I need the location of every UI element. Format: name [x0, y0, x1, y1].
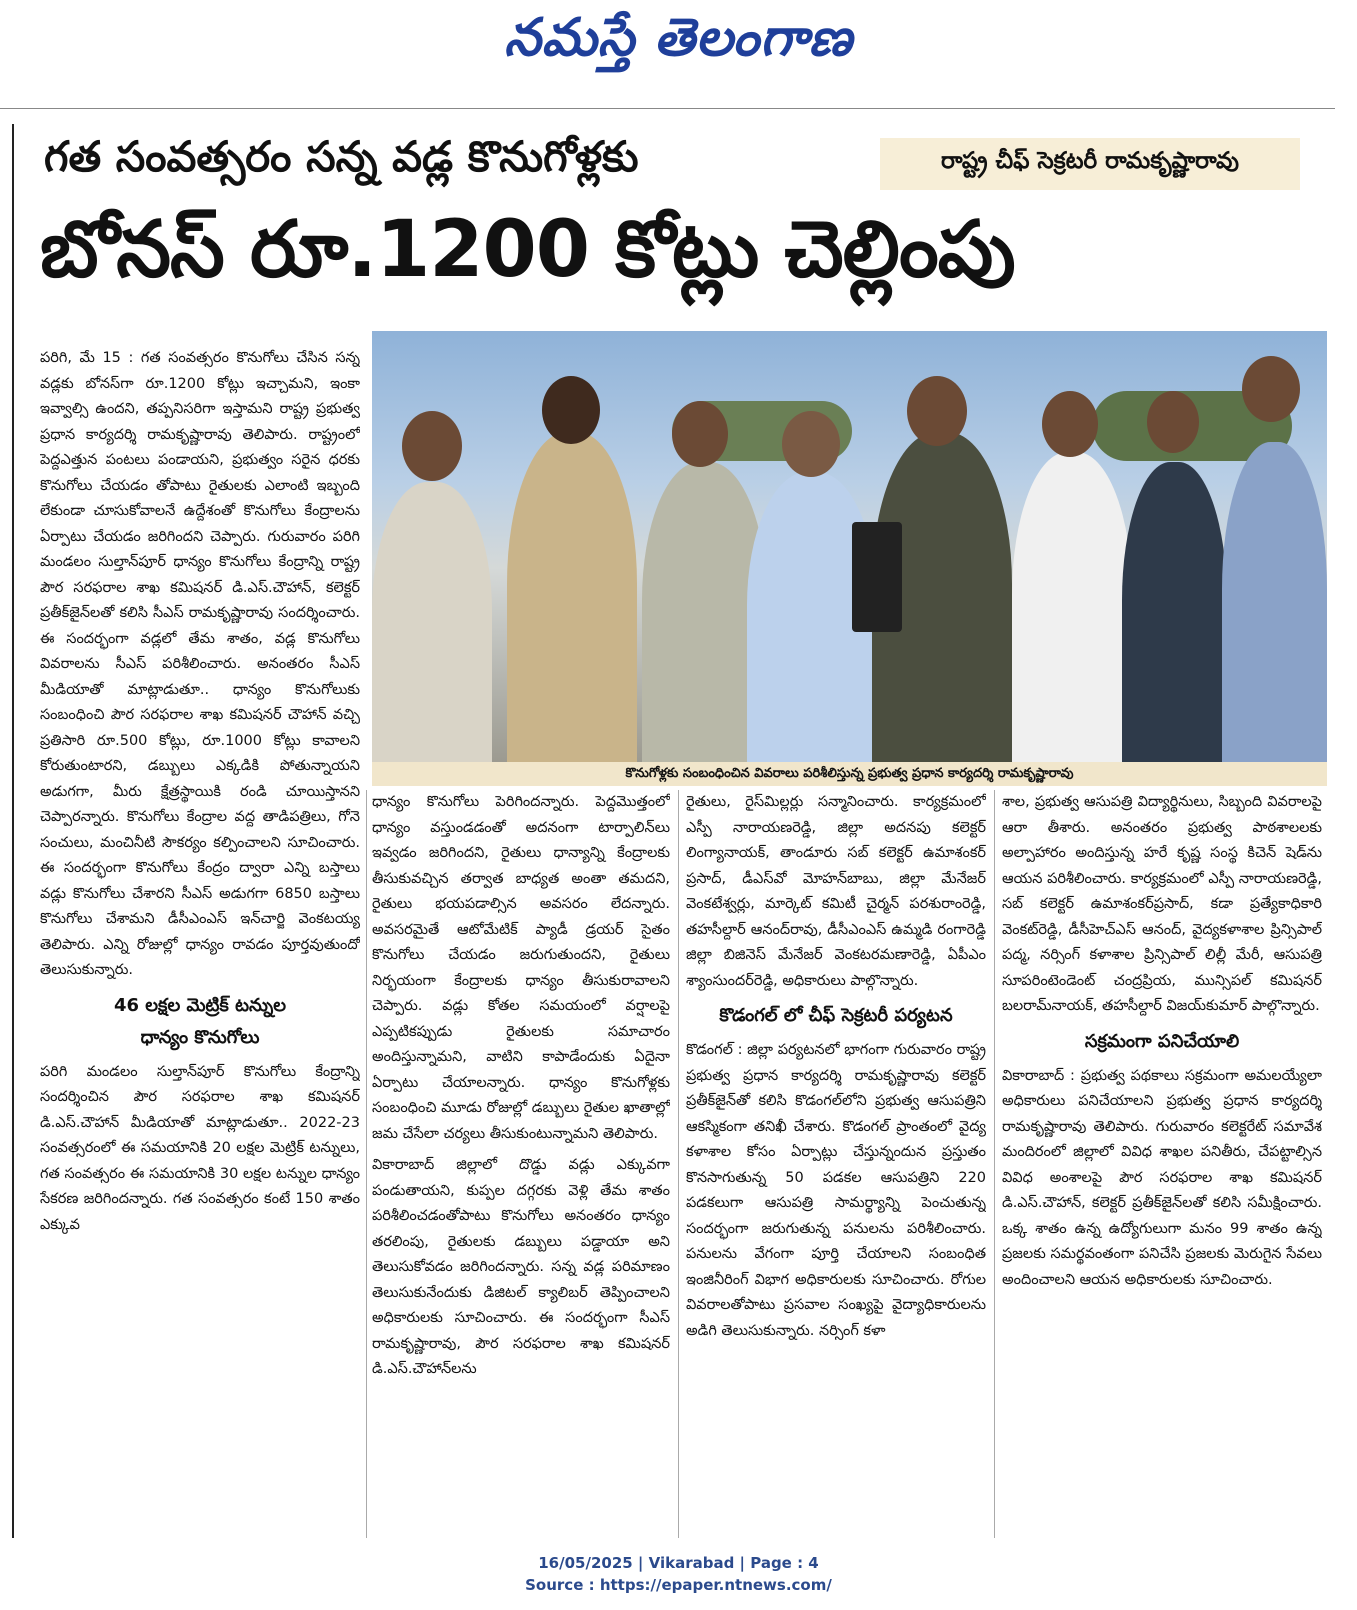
masthead	[0, 8, 1357, 81]
column-4-paragraph: శాల, ప్రభుత్వ ఆసుపత్రి విద్యార్థినులు, సిబ్బంది వివరాలపై ఆరా తీశారు. అనంతరం ప్రభుత్వ పాఠశాలలకు అల్పాహారం అందిస్తున్న హరే కృష్ణ సంస్థ కిచెన్ షెడ్‌ను ఆయన పరిశీలించారు. కార్యక్రమంలో ఎస్పీ నారాయణరెడ్డి, సబ్ కలెక్టర్ ఉమాశంకర్‌ప్రసాద్, కడా ప్రత్యేకాధికారి వెంకట్‌రెడ్డి, డీసీహెచ్‌ఎస్ ఆనంద్, వైద్యకళాశాల ప్రిన్సిపాల్ పద్మ, నర్సింగ్ కళాశాల ప్రిన్సిపాల్ లిల్లీ మేరీ, ఆసుపత్రి సూపరింటెండెంట్ చంద్రప్రియ, మున్సిపల్ కమిషనర్ బలరామ్‌నాయక్, తహసీల్దార్ విజయ్‌కుమార్ పాల్గొన్నారు.	[1002, 794, 1322, 1014]
newspaper-name: నమస్తే తెలంగాణ	[504, 8, 853, 68]
subhead-kodangal: కొడంగల్ లో చీఫ్ సెక్రటరీ పర్యటన	[719, 1005, 953, 1026]
article-kicker: గత సంవత్సరం సన్న వడ్ల కొనుగోళ్లకు	[44, 132, 639, 181]
column-4-paragraph-b: వికారాబాద్ : ప్రభుత్వ పథకాలు సక్రమంగా అమలయ్యేలా అధికారులు పనిచేయాలని ప్రభుత్వ ప్రధాన కార్యదర్శి రామకృష్ణారావు తెలిపారు. గురువారం కలెక్టరేట్ సమావేశ మందిరంలో జిల్లాలో వివిధ శాఖల పనితీరు, చేపట్టాల్సిన వివిధ అంశాలపై పౌర సరఫరాల శాఖ కమిషనర్ డి.ఎస్.చౌహాన్, కలెక్టర్ ప్రతీక్‌జైన్‌లతో కలిసి సమీక్షించారు. ఒక్క శాతం ఉన్న ఉద్యోగులుగా మనం 99 శాతం ఉన్న ప్రజలకు సమర్థవంతంగా పనిచేసి ప్రజలకు మెరుగైన సేవలు అందించాలని ఆయన అధికారులకు సూచించారు.	[1002, 1067, 1322, 1288]
subhead-line-1: 46 లక్షల మెట్రిక్ టన్నుల	[113, 994, 287, 1016]
footer-date-edition: 16/05/2025 | Vikarabad | Page : 4	[538, 1554, 819, 1572]
column-divider	[678, 790, 679, 1538]
column-1-paragraph-b: పరిగి మండలం సుల్తాన్‌పూర్ కొనుగోలు కేంద్రాన్ని సందర్శించిన పౌర సరఫరాల శాఖ కమిషనర్ డి.ఎస్.చౌహాన్ మీడియాతో మాట్లాడుతూ.. 2022-23 సంవత్సరంలో ఈ సమయానికి 20 లక్షల మెట్రిక్ టన్నులు, గత సంవత్సరం ఈ సమయానికి 30 లక్షల టన్నుల ధాన్యం సేకరణ జరిగిందన్నారు. గత సంవత్సరం కంటే 150 శాతం ఎక్కువ	[40, 1063, 360, 1233]
page-footer	[0, 1552, 1357, 1596]
column-2-paragraph-b: వికారాబాద్ జిల్లాలో దొడ్డు వడ్లు ఎక్కువగా పండుతాయని, కుప్పల దగ్గరకు వెళ్లి తేమ శాతం పరిశీలించడంతోపాటు కొనుగోలు అనంతరం ధాన్యం తరలింపు, రైతులకు డబ్బులు పడ్డాయా అని తెలుసుకోవడం జరిగిందన్నారు. సన్న వడ్ల పరిమాణం తెలుసుకునేందుకు డిజిటల్ క్యాలిబర్ తెప్పించాలని అధికారులకు సూచించారు. ఈ సందర్భంగా సీఎస్ రామకృష్ణారావు, పౌర సరఫరాల శాఖ కమిషనర్ డి.ఎస్.చౌహాన్‌లను	[372, 1157, 670, 1377]
column-3-paragraph-b: కొడంగల్ : జిల్లా పర్యటనలో భాగంగా గురువారం రాష్ట్ర ప్రభుత్వ ప్రధాన కార్యదర్శి రామకృష్ణారావు కలెక్టర్ ప్రతీక్‌జైన్‌తో కలిసి కొడంగల్‌లోని ప్రభుత్వ ఆసుపత్రిని ఆకస్మికంగా తనిఖీ చేశారు. కొడంగల్ ప్రాంతంలో వైద్య కళాశాల కోసం ఏర్పాట్లు చేస్తున్నందున ప్రస్తుతం కొనసాగుతున్న 50 పడకల ఆసుపత్రిని 220 పడకలుగా ఆసుపత్రి సామర్థ్యాన్ని పెంచుతున్న సందర్భంగా జరుగుతున్న పనులను పరిశీలించారు. పనులను వేగంగా పూర్తి చేయాలని సంబంధిత ఇంజినీరింగ్ విభాగ అధికారులకు సూచించారు. రోగుల వివరాలతోపాటు ప్రసవాల సంఖ్యపై వైద్యాధికారులను అడిగి తెలుసుకున్నారు. నర్సింగ్ కళా	[686, 1042, 986, 1339]
column-2-paragraph: ధాన్యం కొనుగోలు పెరిగిందన్నారు. పెద్దమొత్తంలో ధాన్యం వస్తుండడంతో అదనంగా టార్పాలిన్‌లు ఇవ్వడం జరిగిందని, రైతులు ధాన్యాన్ని కేంద్రాలకు తీసుకువచ్చిన తర్వాత బాధ్యత అంతా తమదని, రైతులు భయపడాల్సిన అవసరం లేదన్నారు. అవసరమైతే ఆటోమేటిక్ ప్యాడీ డ్రయర్ సైతం కొనుగోలు చేయడం జరుగుతుందని, రైతులు నిర్భయంగా కేంద్రాలకు ధాన్యం తీసుకురావాలని చెప్పారు. వడ్లు కోతల సమయంలో వర్షాలపై ఎప్పటికప్పుడు రైతులకు సమాచారం అందిస్తున్నామని, వాటిని కాపాడేందుకు ఏదైనా ఏర్పాటు చేయాలన్నారు. ధాన్యం కొనుగోళ్లకు సంబంధించి మూడు రోజుల్లో డబ్బులు రైతుల ఖాతాల్లో జమ చేసేలా చర్యలు తీసుకుంటున్నామని తెలిపారు.	[372, 794, 670, 1142]
news-photo	[372, 331, 1327, 762]
article-headline: బోనస్ రూ.1200 కోట్లు చెల్లింపు	[40, 205, 1015, 295]
article-column-1	[40, 346, 360, 1538]
masthead-rule	[0, 108, 1335, 109]
subhead-work-properly: సక్రమంగా పనిచేయాలి	[1084, 1030, 1240, 1052]
footer-source: Source : https://epaper.ntnews.com/	[525, 1576, 832, 1594]
subhead-metric-tonnes	[40, 990, 360, 1054]
column-divider	[994, 790, 995, 1538]
column-3-paragraph: రైతులు, రైస్‌మిల్లర్లు సన్మానించారు. కార్యక్రమంలో ఎస్పీ నారాయణరెడ్డి, జిల్లా అదనపు కలెక్టర్ లింగ్యానాయక్, తాండూరు సబ్ కలెక్టర్ ఉమాశంకర్ ప్రసాద్, డీఎస్‌వో మోహన్‌బాబు, జిల్లా మేనేజర్ వెంకటేశ్వర్లు, మార్కెట్ కమిటీ చైర్మన్ పరశురాంరెడ్డి, తహసీల్దార్ ఆనంద్‌రావు, డీసీఎంఎస్ ఉమ్మడి రంగారెడ్డి జిల్లా బిజినెస్ మేనేజర్ వెంకటరమణారెడ్డి, ఏపీఎం శ్యాంసుందర్‌రెడ్డి, అధికారులు పాల్గొన్నారు.	[686, 794, 986, 989]
column-divider	[366, 790, 367, 1538]
column-1-paragraph: పరిగి, మే 15 : గత సంవత్సరం కొనుగోలు చేసిన సన్న వడ్లకు బోనస్‌గా రూ.1200 కోట్లు ఇచ్చామని, ఇంకా ఇవ్వాల్సి ఉందని, తప్పనిసరిగా ఇస్తామని రాష్ట్ర ప్రభుత్వ ప్రధాన కార్యదర్శి రామకృష్ణారావు తెలిపారు. రాష్ట్రంలో పెద్దఎత్తున పంటలు పండాయని, ప్రభుత్వం సరైన ధరకు కొనుగోలు చేయడం తోపాటు రైతులకు ఎలాంటి ఇబ్బంది లేకుండా చూసుకోవాలనే ఉద్దేశంతో కొనుగోలు కేంద్రాలను ఏర్పాటు చేయడం జరిగిందని చెప్పారు. గురువారం పరిగి మండలం సుల్తాన్‌పూర్ ధాన్యం కొనుగోలు కేంద్రాన్ని రాష్ట్ర పౌర సరఫరాల శాఖ కమిషనర్ డి.ఎస్.చౌహాన్, కలెక్టర్ ప్రతీక్‌జైన్‌లతో కలిసి సీఎస్ రామకృష్ణారావు సందర్శించారు. ఈ సందర్భంగా వడ్లలో తేమ శాతం, వడ్ల కొనుగోలు వివరాలను సీఎస్ పరిశీలించారు. అనంతరం సీఎస్ మీడియాతో మాట్లాడుతూ.. ధాన్యం కొనుగోలుకు సంబంధించి పౌర సరఫరాల శాఖ కమిషనర్ చౌహాన్ వచ్చి ప్రతిసారి రూ.500 కోట్లు, రూ.1000 కోట్లు కావాలని కోరుతుంటారని, డబ్బులు ఎక్కడికి పోతున్నాయని అడుగగా, మీరు క్షేత్రస్థాయికి రండి చూయిస్తానని చెప్పారన్నారు. కొనుగోలు కేంద్రాల వద్ద తాడిపత్రిలు, గోనె సంచులు, మంచినీటి సౌకర్యం కల్పించాలని సూచించారు. ఈ సందర్భంగా కొనుగోలు కేంద్రం ద్వారా ఎన్ని బస్తాలు వడ్లు కొనుగోలు చేశారని సీఎస్ అడుగగా 6850 బస్తాలు కొనుగోలు చేశామని డీసీఎంఎస్ ఇన్‌చార్జి వెంకటయ్య తెలిపారు. ఎన్ని రోజుల్లో ధాన్యం రావడం పూర్తవుతుందో తెలుసుకున్నారు.	[40, 350, 360, 978]
article-column-3	[686, 790, 986, 1538]
photo-caption: కొనుగోళ్లకు సంబంధించిన వివరాలు పరిశీలిస్తున్న ప్రభుత్వ ప్రధాన కార్యదర్శి రామకృష్ణారావు	[372, 762, 1327, 786]
article-column-2	[372, 790, 670, 1538]
subhead-line-2: ధాన్యం కొనుగోలు	[140, 1026, 260, 1048]
article-column-4	[1002, 790, 1322, 1538]
article-tag: రాష్ట్ర చీఫ్ సెక్రటరీ రామకృష్ణారావు	[880, 138, 1300, 190]
